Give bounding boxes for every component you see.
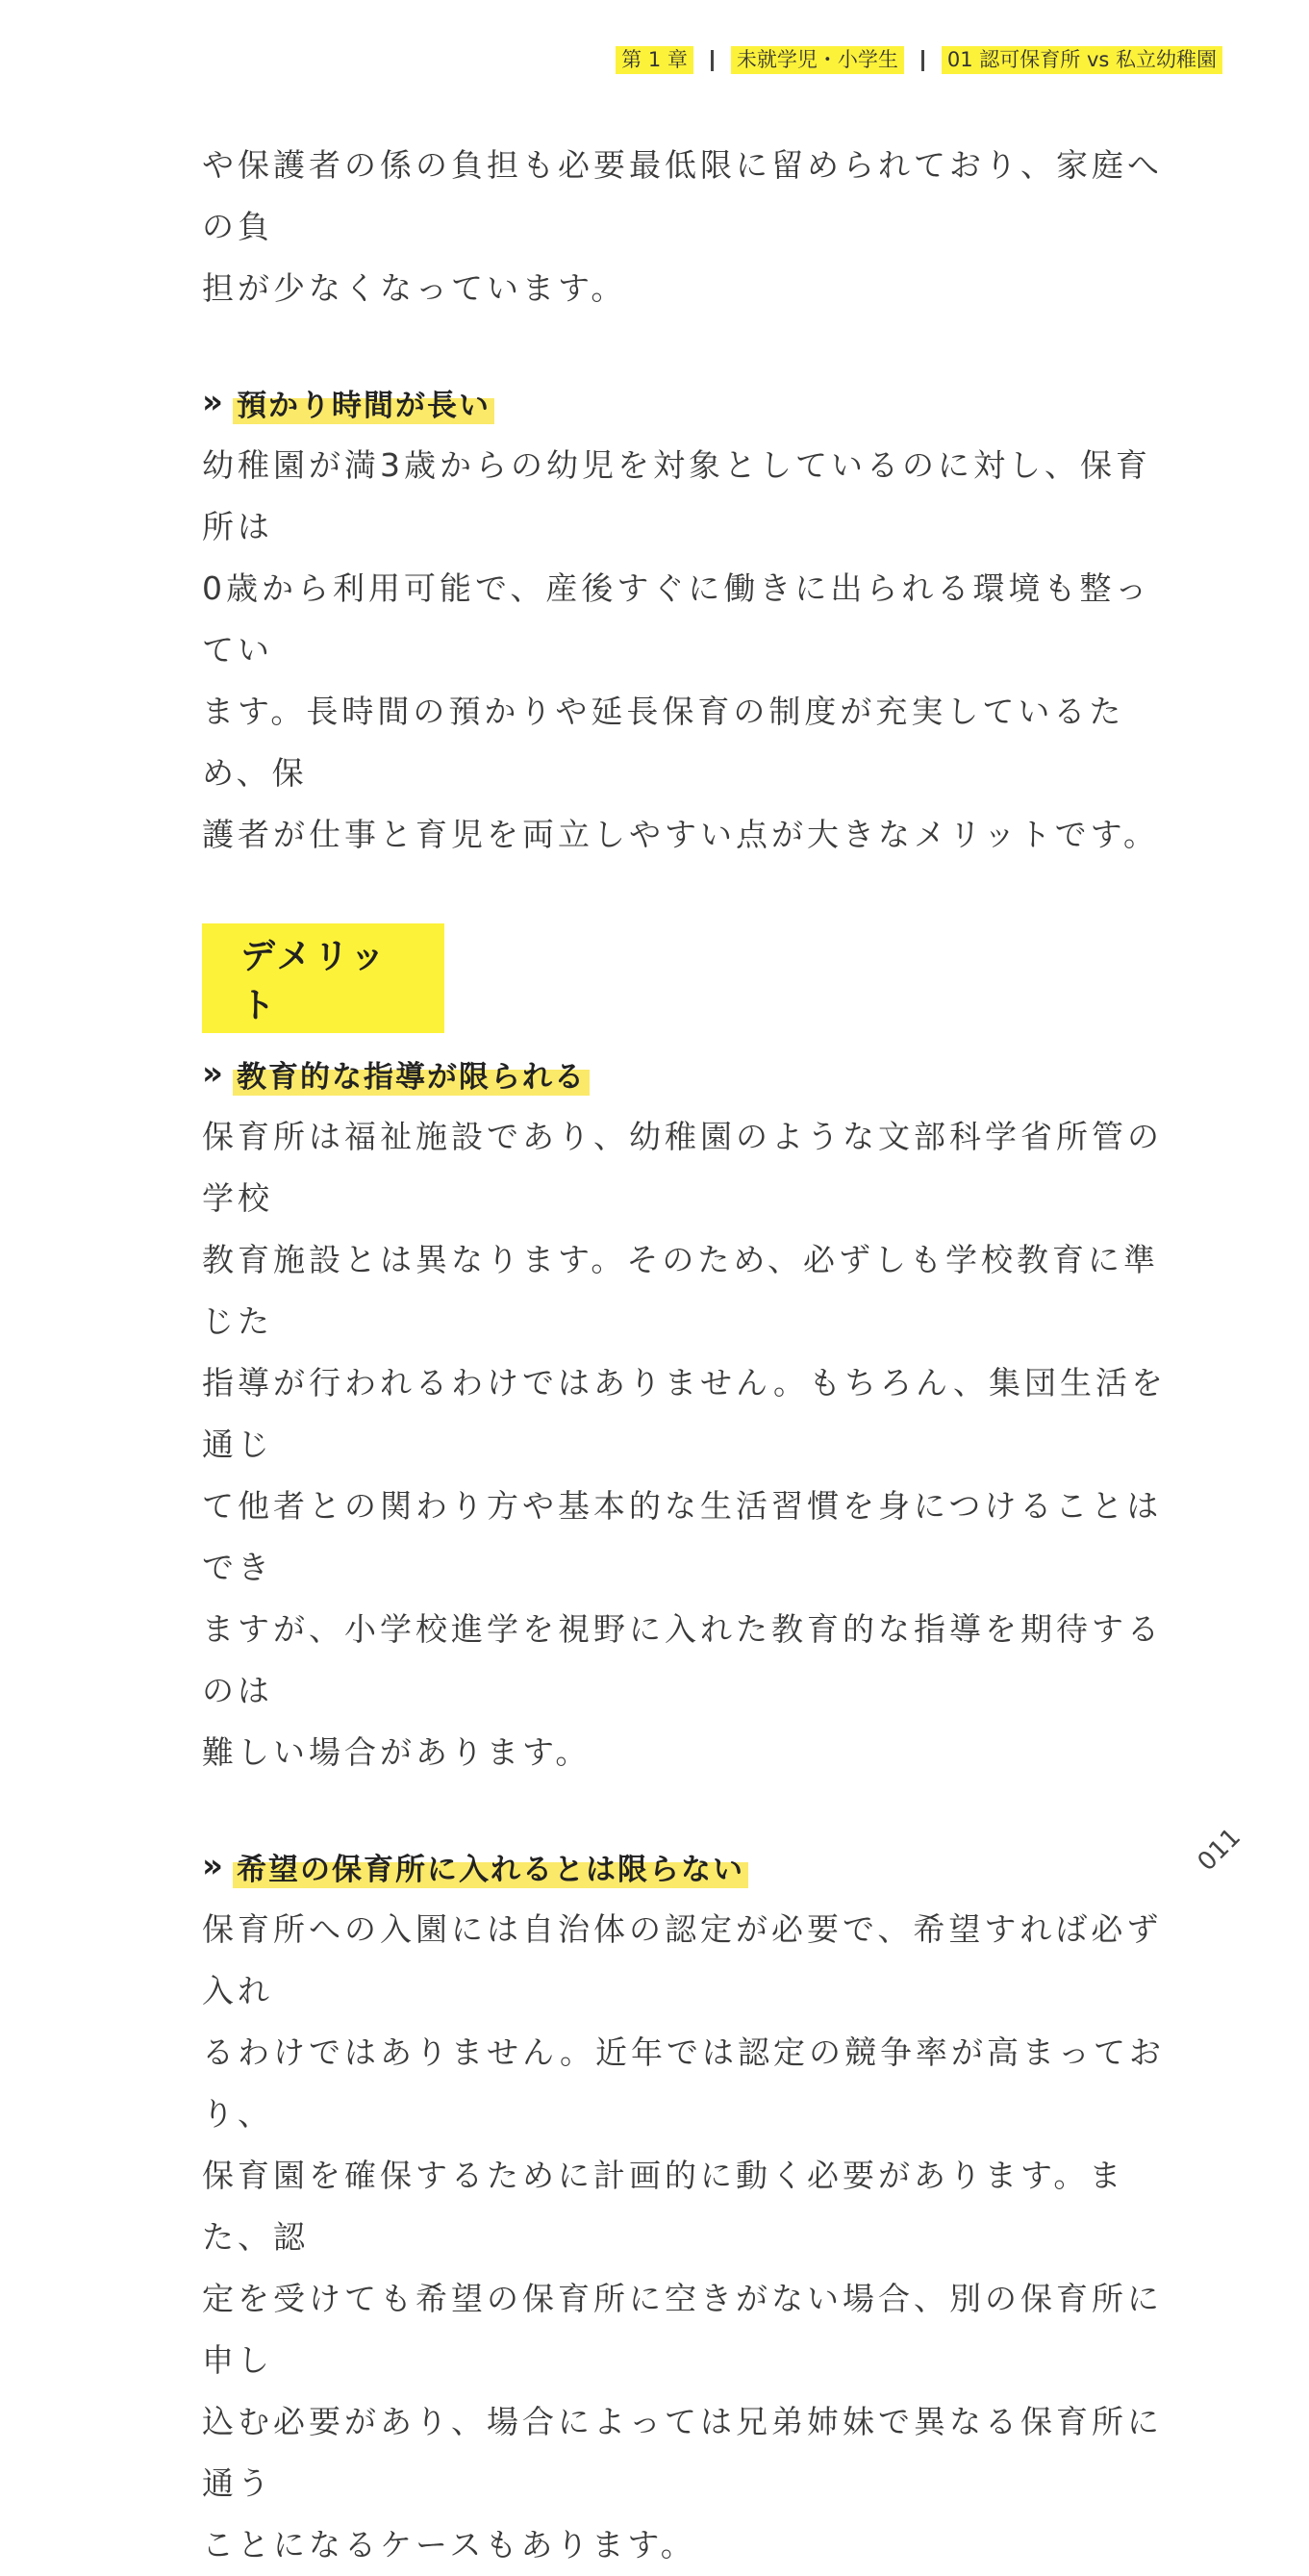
subheading-text: 預かり時間が長い [233,381,494,424]
subheading-text: 教育的な指導が限られる [233,1052,590,1096]
body-line: 幼稚園が満3歳からの幼児を対象としているのに対し、保育所は [202,446,1151,545]
body-line: て他者との関わり方や基本的な生活習慣を身につけることはでき [202,1487,1163,1586]
subheading-admission [202,1839,1183,1893]
chevron-icon: » [202,383,223,421]
body-line: 担が少なくなっています。 [202,269,627,307]
demerit-banner: デメリット [202,923,444,1033]
body-line: るわけではありません。近年では認定の競争率が高まっており、 [202,2033,1165,2133]
body-line: 難しい場合があります。 [202,1733,592,1771]
running-header [616,46,1222,74]
admission-paragraph [202,1899,1183,2576]
body-line: 指導が行われるわけではありません。もちろん、集団生活を通じ [202,1364,1167,1463]
body-line: 護者が仕事と育児を両立しやすい点が大きなメリットです。 [202,816,1160,853]
subheading-hours [202,375,1183,429]
body-line: 保育園を確保するために計画的に動く必要があります。また、認 [202,2157,1125,2256]
subheading-text: 希望の保育所に入れるとは限らない [233,1845,748,1888]
body-line: ことになるケースもあります。 [202,2526,696,2563]
chapter-label: 第 1 章 [616,46,693,74]
body-line: ます。長時間の預かりや延長保育の制度が充実しているため、保 [202,693,1125,792]
chevron-icon: » [202,1054,223,1093]
body-line: 0歳から利用可能で、産後すぐに働きに出られる環境も整ってい [202,569,1151,669]
body-line: や保護者の係の負担も必要最低限に留められており、家庭への負 [202,146,1163,245]
body-line: 教育施設とは異なります。そのため、必ずしも学校教育に準じた [202,1241,1160,1340]
page-number: 011 [1193,1822,1247,1878]
body-line: 保育所は福祉施設であり、幼稚園のような文部科学省所管の学校 [202,1118,1163,1217]
subheading-education [202,1047,1183,1100]
body-line: 込む必要があり、場合によっては兄弟姉妹で異なる保育所に通う [202,2403,1163,2502]
body-line: ますが、小学校進学を視野に入れた教育的な指導を期待するのは [202,1610,1163,1709]
topic-label: 01 認可保育所 vs 私立幼稚園 [942,46,1222,74]
body-line: 保育所への入園には自治体の認定が必要で、希望すれば必ず入れ [202,1910,1163,2009]
education-paragraph [202,1106,1183,1783]
intro-paragraph [202,135,1183,319]
page-body [202,135,1183,2576]
header-divider [921,50,924,71]
hours-paragraph [202,435,1183,866]
section-label: 未就学児・小学生 [731,46,904,74]
chevron-icon: » [202,1847,223,1885]
body-line: 定を受けても希望の保育所に空きがない場合、別の保育所に申し [202,2280,1163,2379]
header-divider [711,50,714,71]
